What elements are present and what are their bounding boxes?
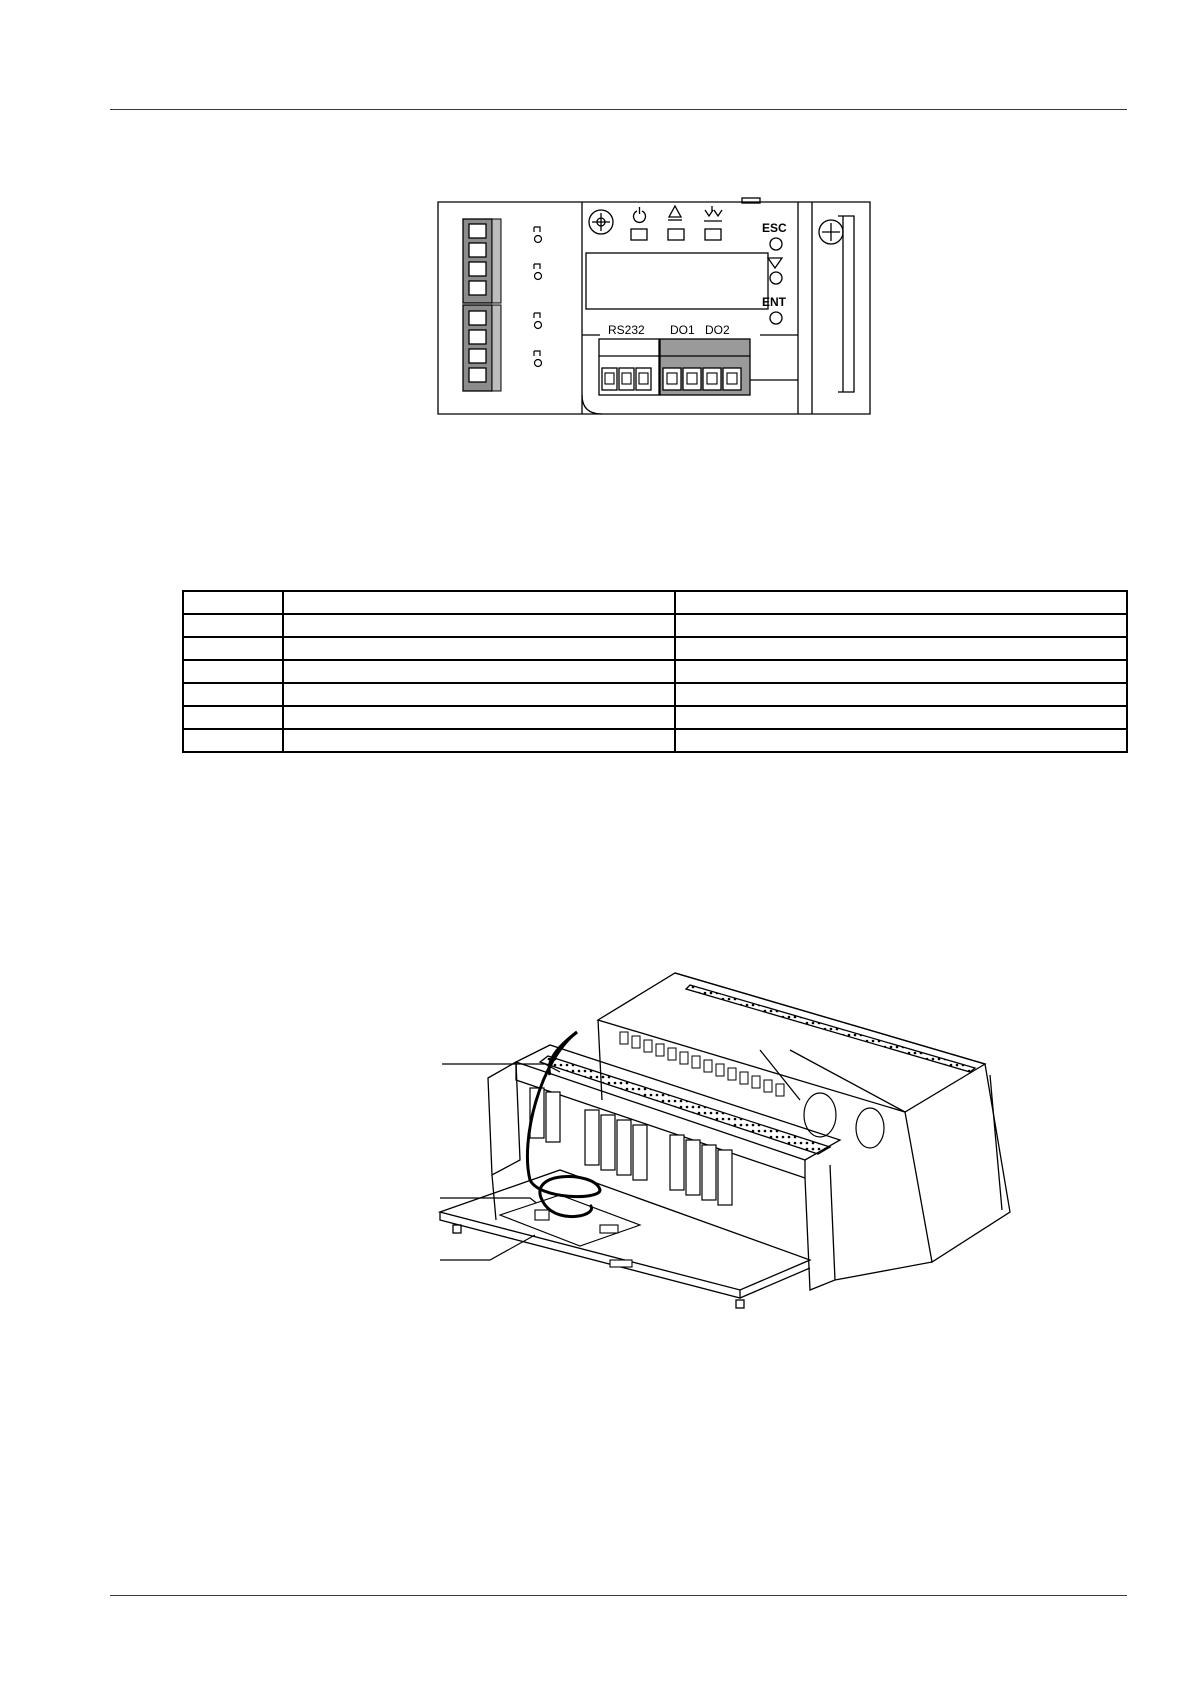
breaker-group-right [670, 1135, 732, 1205]
breaker-group-left [530, 1088, 560, 1142]
rs232-label: RS232 [608, 323, 645, 337]
breaker-group-middle [585, 1110, 647, 1180]
fan-assembly [804, 1093, 884, 1148]
callout-leader-3 [440, 1235, 535, 1260]
tray-board [500, 1195, 640, 1267]
ent-label: ENT [762, 295, 786, 309]
do1-label: DO1 [670, 323, 695, 337]
esc-label: ESC [762, 221, 787, 235]
terminal-row [620, 1032, 784, 1096]
cabinet-body [440, 973, 1010, 1308]
do2-label: DO2 [705, 323, 730, 337]
